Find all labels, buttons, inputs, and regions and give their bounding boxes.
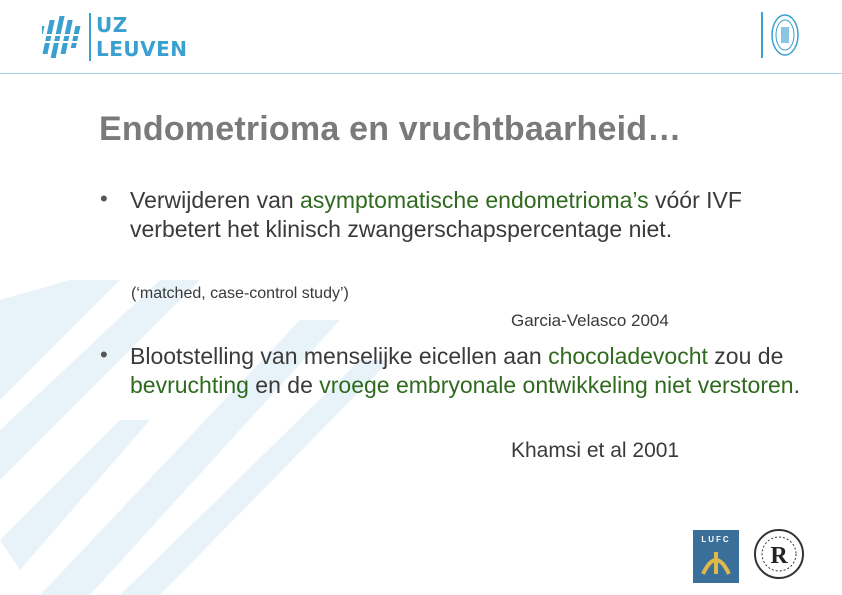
logo-divider <box>89 13 91 61</box>
bullet-marker-2: • <box>100 342 108 367</box>
bullet-marker-1: • <box>100 186 108 211</box>
reference-1: Garcia-Velasco 2004 <box>511 311 669 330</box>
slide-title: Endometrioma en vruchtbaarheid… <box>99 110 682 148</box>
bullet-2-part-7: . <box>793 372 800 398</box>
bullet-1-highlight: asymptomatische endometrioma’s <box>300 187 649 213</box>
uz-leuven-logo-icon <box>42 14 86 60</box>
reference-2: Khamsi et al 2001 <box>511 439 680 462</box>
header <box>0 0 842 75</box>
study-note: (‘matched, case-control study’) <box>131 285 349 302</box>
lufc-logo-icon <box>693 530 739 583</box>
bullet-2-highlight-1: chocoladevocht <box>548 343 708 369</box>
header-rule <box>0 73 842 74</box>
bullet-1-part-3: vóór IVF verbetert het klinisch zwangerschapspercentage niet. <box>130 187 742 242</box>
quality-seal-text: R <box>770 543 788 569</box>
background-watermark <box>0 280 420 595</box>
bullet-text-1 <box>130 186 810 244</box>
seal-divider <box>761 12 763 58</box>
bullet-2-part-1: Blootstelling van menselijke eicellen aan <box>130 343 549 369</box>
logo-line-2: LEUVEN <box>96 37 188 61</box>
bullet-2-highlight-3: vroege embryonale ontwikkeling niet verstoren <box>319 372 794 398</box>
university-seal-icon <box>770 13 800 57</box>
lufc-logo-text: LUFC <box>701 535 731 544</box>
bullet-2-part-5: en de <box>248 372 320 398</box>
bullet-1-part-1: Verwijderen van <box>130 187 301 213</box>
bullet-text-2 <box>130 342 810 400</box>
logo-wordmark <box>96 13 188 61</box>
bullet-2-part-3: zou de <box>707 343 784 369</box>
quality-seal-icon <box>753 528 805 580</box>
logo-line-1: UZ <box>96 13 128 37</box>
bullet-2-highlight-2: bevruchting <box>130 372 249 398</box>
